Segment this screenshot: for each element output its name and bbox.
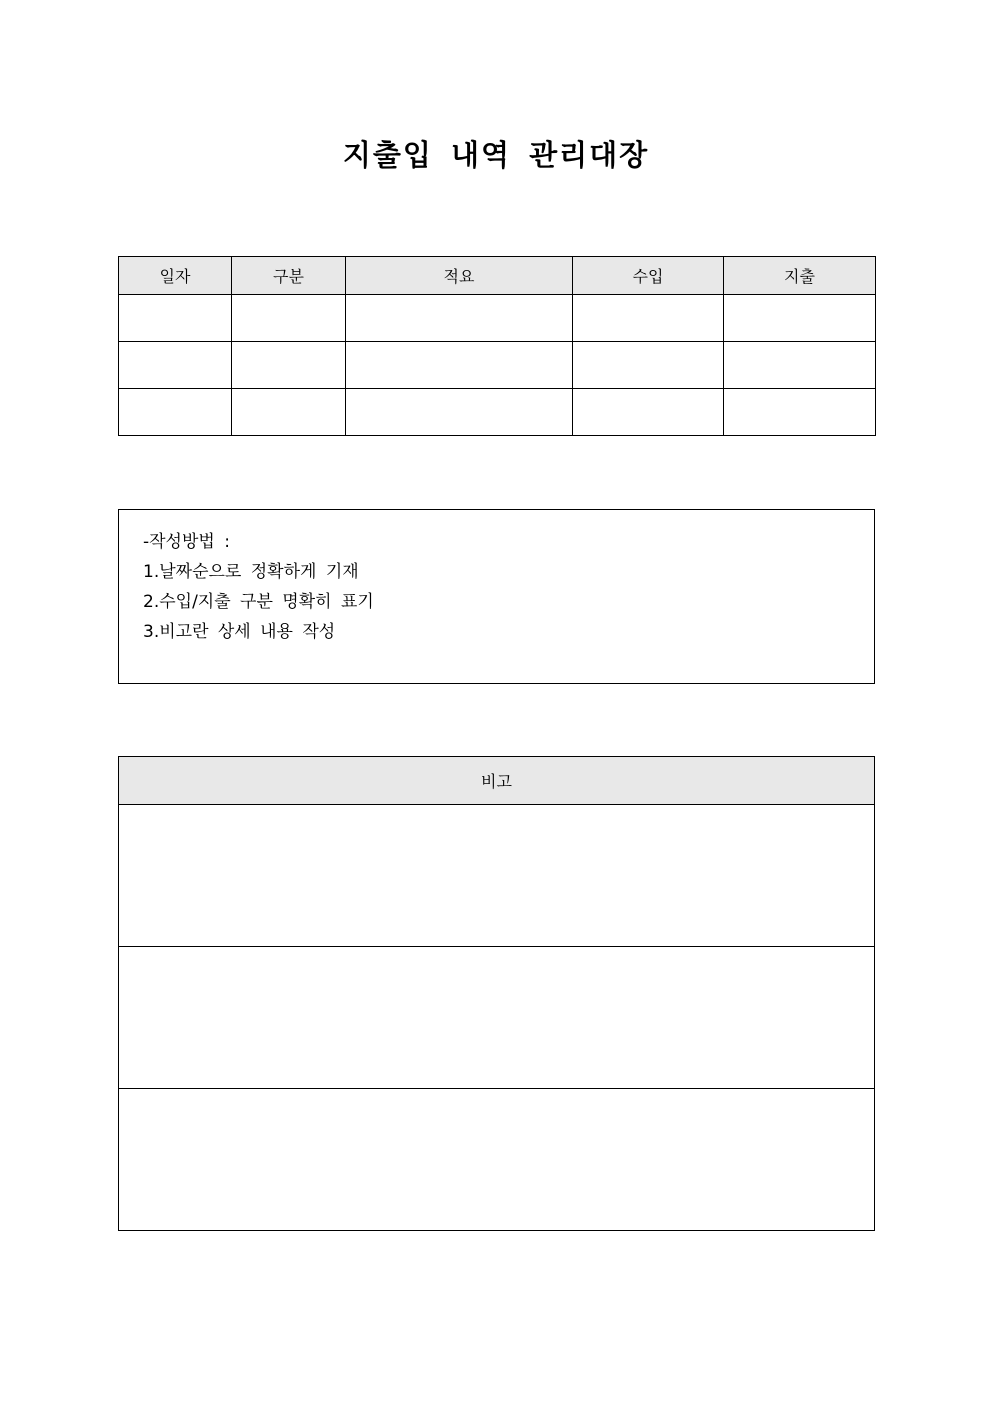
remarks-cell[interactable]: [119, 805, 875, 947]
column-header-income: 수입: [573, 257, 724, 295]
income-cell[interactable]: [573, 342, 724, 389]
ledger-table: [118, 256, 876, 436]
column-header-description: 적요: [346, 257, 573, 295]
remarks-cell[interactable]: [119, 947, 875, 1089]
table-row: [119, 947, 875, 1089]
table-row: [119, 1089, 875, 1231]
instruction-item: 3.비고란 상세 내용 작성: [143, 622, 336, 642]
instructions-text: [143, 527, 374, 647]
date-cell[interactable]: [119, 389, 232, 436]
expense-cell[interactable]: [724, 389, 876, 436]
remarks-header-row: [119, 757, 875, 805]
instructions-box: [118, 509, 875, 684]
description-cell[interactable]: [346, 342, 573, 389]
table-row: [119, 342, 876, 389]
date-cell[interactable]: [119, 295, 232, 342]
column-header-category: 구분: [232, 257, 346, 295]
income-cell[interactable]: [573, 389, 724, 436]
remarks-header: 비고: [119, 757, 875, 805]
table-row: [119, 295, 876, 342]
instruction-item: 2.수입/지출 구분 명확히 표기: [143, 592, 374, 612]
date-cell[interactable]: [119, 342, 232, 389]
expense-cell[interactable]: [724, 342, 876, 389]
instructions-heading: -작성방법 :: [143, 532, 230, 552]
category-cell[interactable]: [232, 342, 346, 389]
remarks-table: [118, 756, 875, 1231]
column-header-date: 일자: [119, 257, 232, 295]
description-cell[interactable]: [346, 295, 573, 342]
income-cell[interactable]: [573, 295, 724, 342]
column-header-expense: 지출: [724, 257, 876, 295]
table-row: [119, 805, 875, 947]
description-cell[interactable]: [346, 389, 573, 436]
category-cell[interactable]: [232, 389, 346, 436]
ledger-header-row: [119, 257, 876, 295]
page-title: 지출입 내역 관리대장: [342, 138, 650, 172]
table-row: [119, 389, 876, 436]
expense-cell[interactable]: [724, 295, 876, 342]
remarks-cell[interactable]: [119, 1089, 875, 1231]
category-cell[interactable]: [232, 295, 346, 342]
instruction-item: 1.날짜순으로 정확하게 기재: [143, 562, 359, 582]
